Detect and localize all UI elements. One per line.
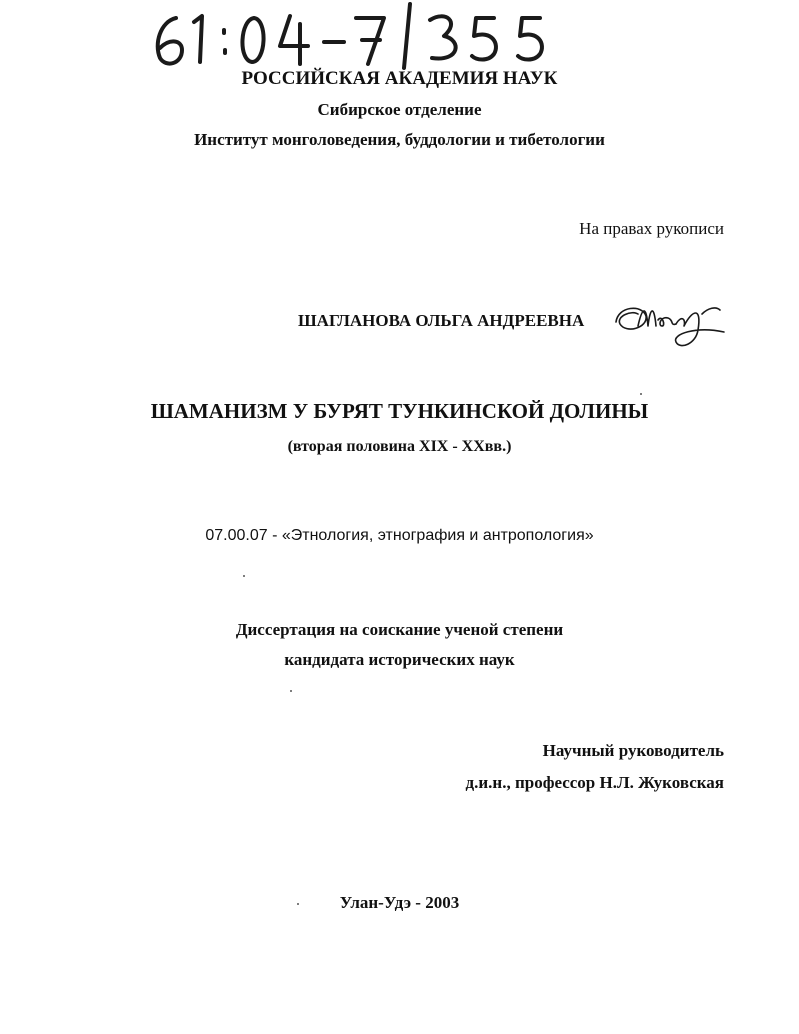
manuscript-rights-note: На правах рукописи [579, 219, 724, 238]
institute-name: Институт монголоведения, буддологии и тибетологии [194, 130, 605, 149]
dissertation-subtitle: (вторая половина XIX - XXвв.) [287, 438, 512, 455]
scan-speck [297, 903, 299, 905]
organization-name: РОССИЙСКАЯ АКАДЕМИЯ НАУК [241, 68, 558, 89]
handwritten-archive-number [148, 0, 548, 70]
branch-name: Сибирское отделение [317, 100, 482, 119]
degree-line-1: Диссертация на соискание ученой степени [235, 620, 564, 639]
signature-icon [612, 296, 730, 354]
handwritten-archive-number-drawing [148, 0, 548, 70]
supervisor-name: д.и.н., профессор Н.Л. Жуковская [465, 773, 724, 792]
supervisor-label: Научный руководитель [542, 741, 724, 760]
author-name: ШАГЛАНОВА ОЛЬГА АНДРЕЕВНА [298, 311, 585, 330]
degree-line-2: кандидата исторических наук [284, 650, 515, 669]
scan-speck [640, 393, 642, 395]
specialty-code: 07.00.07 - «Этнология, этнография и антропология» [205, 527, 594, 544]
scan-speck [243, 575, 245, 577]
scan-speck [290, 690, 292, 692]
dissertation-title: ШАМАНИЗМ У БУРЯТ ТУНКИНСКОЙ ДОЛИНЫ [150, 399, 649, 423]
place-and-year: Улан-Удэ - 2003 [339, 893, 460, 912]
